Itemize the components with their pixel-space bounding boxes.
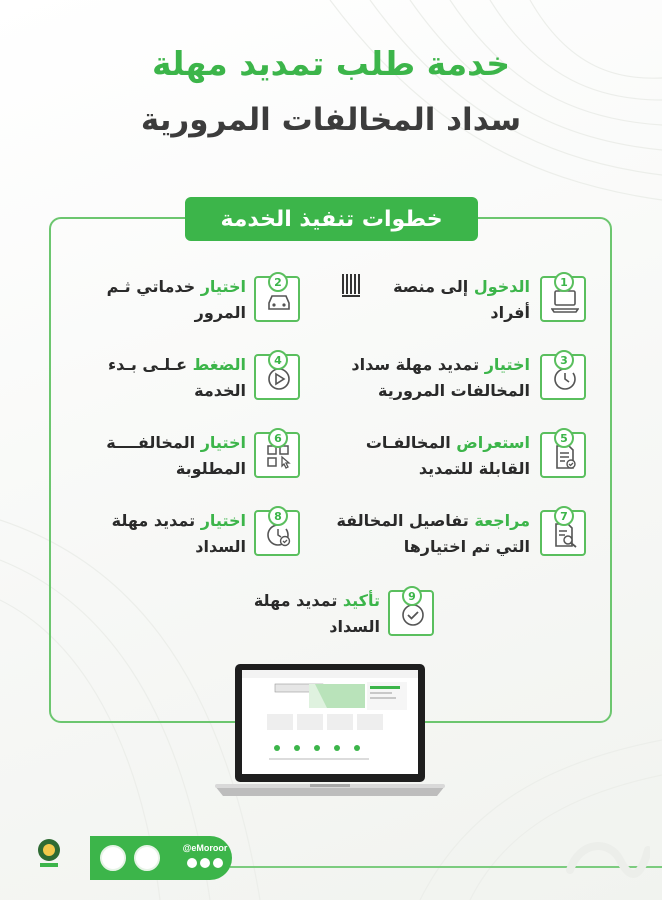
step-9-line2: السداد <box>329 617 380 636</box>
security-emblem <box>134 845 160 871</box>
step-4-rest: عـلـى بـدء <box>107 355 193 374</box>
step-8-text <box>70 508 246 560</box>
steps-header: خطوات تنفيذ الخدمة <box>185 197 478 241</box>
step-1-number: 1 <box>554 272 574 292</box>
x-icon <box>187 858 197 868</box>
step-7-line2: التي تم اختيارها <box>403 537 530 556</box>
step-4-number: 4 <box>268 350 288 370</box>
step-9-text <box>212 588 380 640</box>
step-6-line2: المطلوبة <box>175 459 246 478</box>
step-3-keyword: اختيار <box>484 355 530 374</box>
step-1 <box>330 268 592 330</box>
step-3-text <box>330 352 530 404</box>
step-5-line2: القابلة للتمديد <box>418 459 530 478</box>
step-4-line2: الخدمة <box>194 381 246 400</box>
abshir-logo <box>342 274 360 300</box>
laptop-illustration <box>215 662 445 802</box>
step-1-icon-box <box>540 276 586 322</box>
step-1-line2: أفراد <box>490 303 530 322</box>
step-2-text <box>70 274 246 326</box>
title-line-2: سداد المخالفات المرورية <box>140 102 522 138</box>
step-6-text <box>70 430 246 482</box>
ministry-emblem <box>100 845 126 871</box>
step-4-keyword: الضغط <box>192 355 246 374</box>
step-4-icon-box <box>254 354 300 400</box>
step-8-number: 8 <box>268 506 288 526</box>
step-7-rest: تفاصيل المخالفة <box>336 511 475 530</box>
step-2-keyword: اختيار <box>200 277 246 296</box>
step-9-icon-box <box>388 590 434 636</box>
step-1-rest: إلى منصة <box>393 277 474 296</box>
decorative-watermark-shape <box>560 830 650 890</box>
step-5-number: 5 <box>554 428 574 448</box>
title-line-1: خدمة طلب تمديد مهلة <box>152 44 510 83</box>
step-1-keyword: الدخول <box>473 277 530 296</box>
step-8 <box>70 502 306 564</box>
step-7-number: 7 <box>554 506 574 526</box>
step-3-rest: تمديد مهلة سداد <box>351 355 485 374</box>
step-3-number: 3 <box>554 350 574 370</box>
step-9-keyword: تأكيد <box>342 591 380 610</box>
step-6-rest: المخالفــــة <box>106 433 201 452</box>
footer-social-icons <box>180 858 230 870</box>
step-8-line2: السداد <box>195 537 246 556</box>
step-4-text <box>70 352 246 404</box>
step-2-number: 2 <box>268 272 288 292</box>
step-1-text <box>330 274 530 326</box>
footer-handle: @eMoroor <box>182 843 228 853</box>
step-4 <box>70 346 306 408</box>
step-3-icon-box <box>540 354 586 400</box>
step-5-text <box>330 430 530 482</box>
step-7-text <box>330 508 530 560</box>
step-7-keyword: مراجعة <box>474 511 530 530</box>
step-7 <box>330 502 592 564</box>
step-2-line2: المرور <box>194 303 246 322</box>
step-2-icon-box <box>254 276 300 322</box>
step-9-number: 9 <box>402 586 422 606</box>
step-6 <box>70 424 306 486</box>
step-9 <box>212 582 440 644</box>
step-6-number: 6 <box>268 428 288 448</box>
traffic-department-logo <box>34 836 64 872</box>
step-3 <box>330 346 592 408</box>
step-6-icon-box <box>254 432 300 478</box>
step-8-rest: تمديد مهلة <box>111 511 201 530</box>
step-5-icon-box <box>540 432 586 478</box>
youtube-icon <box>213 858 223 868</box>
step-2 <box>70 268 306 330</box>
step-5-keyword: استعراض <box>456 433 530 452</box>
step-8-keyword: اختيار <box>200 511 246 530</box>
step-8-icon-box <box>254 510 300 556</box>
step-9-rest: تمديد مهلة <box>253 591 343 610</box>
instagram-icon <box>200 858 210 868</box>
step-3-line2: المخالفات المرورية <box>378 381 530 400</box>
step-5 <box>330 424 592 486</box>
step-2-rest: خدماتي ثـم <box>106 277 201 296</box>
step-7-icon-box <box>540 510 586 556</box>
step-5-rest: المخالفـات <box>365 433 457 452</box>
step-6-keyword: اختيار <box>200 433 246 452</box>
